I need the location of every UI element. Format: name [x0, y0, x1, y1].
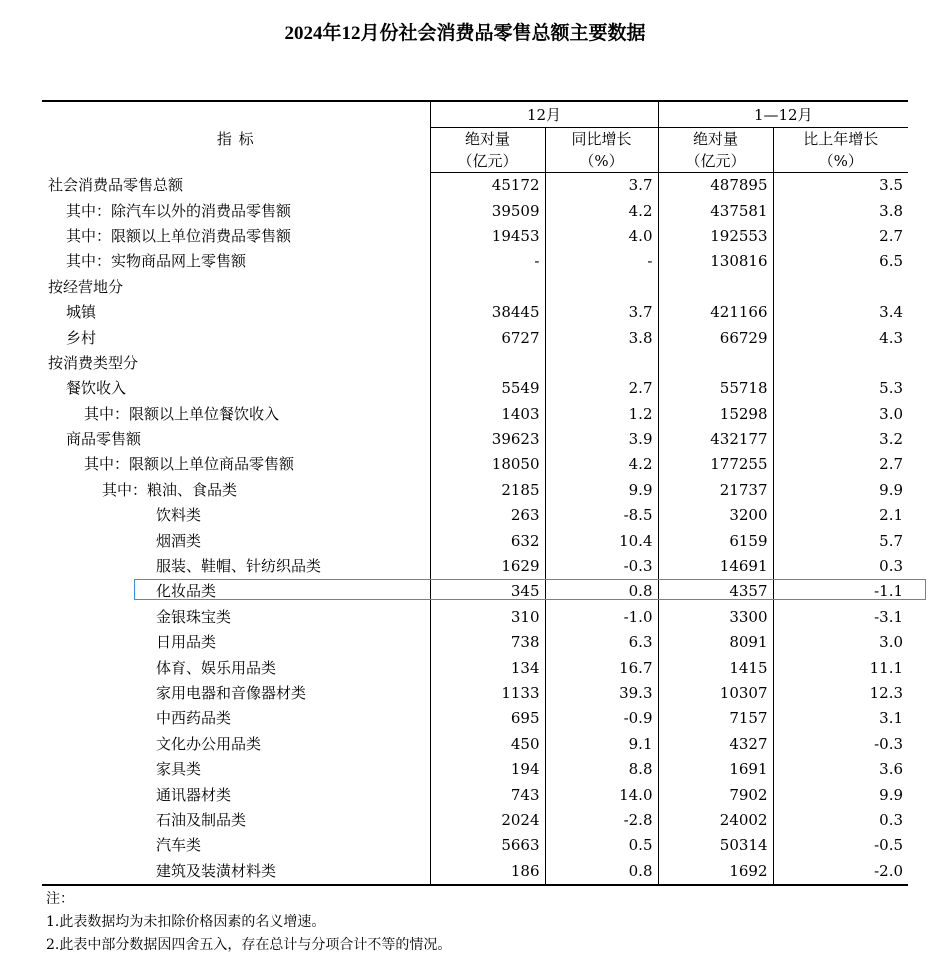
month-yoy-cell: 39.3: [545, 681, 658, 706]
year-abs-cell: 421166: [658, 300, 773, 325]
year-yoy-cell: 3.5: [879, 176, 904, 195]
table-body: [42, 173, 908, 885]
month-abs-cell: -: [430, 249, 545, 274]
year-yoy-cell: 0.3: [879, 557, 904, 576]
year-abs-cell: 6159: [658, 528, 773, 553]
row-label: 中西药品类: [42, 706, 430, 731]
table-row[interactable]: [42, 351, 908, 376]
year-yoy-cell: -0.5: [874, 836, 904, 855]
year-abs-cell: 437581: [658, 198, 773, 223]
year-abs-cell: 177255: [658, 452, 773, 477]
month-abs-cell: 5663: [430, 833, 545, 858]
year-abs-cell: 21737: [658, 478, 773, 503]
year-yoy-cell: 2.7: [879, 455, 904, 474]
row-label: 石油及制品类: [42, 808, 430, 833]
month-abs-cell: 18050: [430, 452, 545, 477]
year-abs-cell: 1692: [658, 859, 773, 885]
row-label: 城镇: [42, 300, 430, 325]
month-abs-cell: 1133: [430, 681, 545, 706]
table-row[interactable]: [42, 198, 908, 223]
year-yoy-cell: 0.3: [879, 810, 904, 829]
year-abs-cell: 7902: [658, 782, 773, 807]
table-row[interactable]: [42, 173, 908, 199]
table-row[interactable]: [42, 554, 908, 579]
month-yoy-cell: [545, 351, 658, 376]
year-abs-cell: 1415: [658, 655, 773, 680]
row-label: 日用品类: [42, 630, 430, 655]
year-abs-cell: 192553: [658, 224, 773, 249]
year-yoy-cell: 5.3: [879, 379, 904, 398]
retail-sales-table: [42, 100, 908, 886]
row-label: 社会消费品零售总额: [42, 173, 430, 199]
month-abs-cell: 134: [430, 655, 545, 680]
year-abs-cell: 487895: [658, 173, 773, 199]
table-row[interactable]: [42, 224, 908, 249]
table-row[interactable]: [42, 503, 908, 528]
row-label: 化妆品类: [42, 579, 430, 604]
row-label: 家用电器和音像器材类: [42, 681, 430, 706]
table-row[interactable]: [42, 808, 908, 833]
year-abs-cell: 50314: [658, 833, 773, 858]
row-label: 通讯器材类: [42, 782, 430, 807]
month-yoy-cell: 0.8: [545, 579, 658, 604]
year-abs-cell: 4357: [658, 579, 773, 604]
table-row[interactable]: [42, 376, 908, 401]
month-yoy-cell: [545, 275, 658, 300]
month-yoy-cell: 1.2: [545, 402, 658, 427]
year-yoy-cell: 5.7: [879, 531, 904, 550]
month-yoy-header: 同比增长 （%）: [545, 128, 658, 173]
table-row[interactable]: [42, 859, 908, 885]
table-row[interactable]: [42, 681, 908, 706]
month-yoy-cell: -8.5: [545, 503, 658, 528]
year-yoy-cell: 3.6: [879, 760, 904, 779]
row-label: 建筑及装潢材料类: [42, 859, 430, 885]
year-yoy-cell: 11.1: [869, 658, 904, 677]
year-yoy-cell: -1.1: [874, 582, 904, 601]
month-yoy-cell: 4.2: [545, 198, 658, 223]
year-yoy-cell: 2.7: [879, 226, 904, 245]
month-yoy-cell: 6.3: [545, 630, 658, 655]
table-row[interactable]: [42, 706, 908, 731]
month-yoy-cell: -0.9: [545, 706, 658, 731]
month-abs-cell: 738: [430, 630, 545, 655]
month-yoy-cell: 0.8: [545, 859, 658, 885]
month-yoy-cell: 4.2: [545, 452, 658, 477]
table-row[interactable]: [42, 478, 908, 503]
row-label: 乡村: [42, 325, 430, 350]
notes: [46, 888, 451, 957]
year-group-header: 1—12月: [658, 101, 908, 128]
month-abs-cell: 632: [430, 528, 545, 553]
year-abs-cell: 3300: [658, 605, 773, 630]
month-abs-cell: 45172: [430, 173, 545, 199]
year-yoy-cell: 3.8: [879, 201, 904, 220]
month-abs-cell: 2185: [430, 478, 545, 503]
row-label: 文化办公用品类: [42, 732, 430, 757]
month-abs-cell: 1403: [430, 402, 545, 427]
row-label: 其中：粮油、食品类: [42, 478, 430, 503]
year-abs-cell: 10307: [658, 681, 773, 706]
table-row[interactable]: [42, 249, 908, 274]
row-label: 其中：限额以上单位餐饮收入: [42, 402, 430, 427]
year-yoy-cell: 3.4: [879, 303, 904, 322]
table-row[interactable]: [42, 452, 908, 477]
table-row[interactable]: [42, 427, 908, 452]
table-row[interactable]: [42, 605, 908, 630]
month-yoy-cell: 4.0: [545, 224, 658, 249]
month-yoy-cell: 10.4: [545, 528, 658, 553]
month-yoy-cell: -: [545, 249, 658, 274]
table-row[interactable]: [42, 655, 908, 680]
year-abs-cell: 3200: [658, 503, 773, 528]
year-abs-cell: 66729: [658, 325, 773, 350]
month-yoy-cell: 3.8: [545, 325, 658, 350]
year-abs-header: 绝对量 （亿元）: [658, 128, 773, 173]
month-yoy-cell: 9.9: [545, 478, 658, 503]
month-abs-cell: 345: [430, 579, 545, 604]
year-yoy-cell: 3.0: [879, 404, 904, 423]
year-abs-cell: [658, 351, 773, 376]
month-abs-cell: 695: [430, 706, 545, 731]
month-abs-cell: 263: [430, 503, 545, 528]
month-yoy-cell: 0.5: [545, 833, 658, 858]
year-yoy-cell: [773, 275, 908, 300]
year-abs-cell: 432177: [658, 427, 773, 452]
year-abs-cell: 15298: [658, 402, 773, 427]
table-row[interactable]: [42, 275, 908, 300]
year-abs-cell: 8091: [658, 630, 773, 655]
table-row[interactable]: [42, 782, 908, 807]
row-label: 按经营地分: [42, 275, 430, 300]
month-abs-header: 绝对量 （亿元）: [430, 128, 545, 173]
month-abs-cell: 2024: [430, 808, 545, 833]
year-abs-cell: 24002: [658, 808, 773, 833]
month-yoy-cell: 14.0: [545, 782, 658, 807]
month-yoy-cell: -1.0: [545, 605, 658, 630]
month-abs-cell: 6727: [430, 325, 545, 350]
table-row[interactable]: [42, 528, 908, 553]
month-abs-cell: 450: [430, 732, 545, 757]
month-yoy-cell: 2.7: [545, 376, 658, 401]
month-abs-cell: 186: [430, 859, 545, 885]
table-row[interactable]: [42, 402, 908, 427]
table-row[interactable]: [42, 325, 908, 350]
table-row[interactable]: [42, 300, 908, 325]
month-abs-cell: 39623: [430, 427, 545, 452]
row-label: 餐饮收入: [42, 376, 430, 401]
row-label: 其中：实物商品网上零售额: [42, 249, 430, 274]
month-group-header: 12月: [430, 101, 658, 128]
month-abs-cell: 310: [430, 605, 545, 630]
month-abs-cell: 39509: [430, 198, 545, 223]
table-row[interactable]: [42, 630, 908, 655]
year-yoy-cell: 2.1: [879, 506, 904, 525]
month-yoy-cell: 16.7: [545, 655, 658, 680]
note-item-1: 1.此表数据均为未扣除价格因素的名义增速。: [46, 914, 326, 930]
month-yoy-cell: -2.8: [545, 808, 658, 833]
year-yoy-cell: [773, 351, 908, 376]
year-yoy-cell: -3.1: [874, 607, 904, 626]
year-abs-cell: [658, 275, 773, 300]
row-label: 体育、娱乐用品类: [42, 655, 430, 680]
month-yoy-cell: 9.1: [545, 732, 658, 757]
month-abs-cell: 5549: [430, 376, 545, 401]
row-label: 烟酒类: [42, 528, 430, 553]
month-yoy-cell: 3.9: [545, 427, 658, 452]
row-label: 其中：限额以上单位商品零售额: [42, 452, 430, 477]
month-abs-cell: [430, 275, 545, 300]
table-row[interactable]: [42, 833, 908, 858]
row-label: 其中：除汽车以外的消费品零售额: [42, 198, 430, 223]
year-yoy-cell: 4.3: [879, 328, 904, 347]
row-label: 商品零售额: [42, 427, 430, 452]
year-abs-cell: 130816: [658, 249, 773, 274]
table-row[interactable]: [42, 579, 908, 604]
notes-heading: 注：: [46, 891, 74, 907]
month-abs-cell: 38445: [430, 300, 545, 325]
table-row[interactable]: [42, 732, 908, 757]
month-abs-cell: 19453: [430, 224, 545, 249]
month-yoy-cell: 8.8: [545, 757, 658, 782]
year-yoy-cell: 3.1: [879, 709, 904, 728]
table-row[interactable]: [42, 757, 908, 782]
row-label: 饮料类: [42, 503, 430, 528]
year-yoy-cell: -2.0: [773, 859, 908, 885]
month-abs-cell: 743: [430, 782, 545, 807]
row-label: 金银珠宝类: [42, 605, 430, 630]
year-yoy-cell: 9.9: [879, 480, 904, 499]
note-item-2: 2.此表中部分数据因四舍五入，存在总计与分项合计不等的情况。: [46, 937, 452, 953]
year-yoy-cell: 12.3: [869, 684, 904, 702]
year-abs-cell: 1691: [658, 757, 773, 782]
year-abs-cell: 7157: [658, 706, 773, 731]
row-label: 汽车类: [42, 833, 430, 858]
row-label: 按消费类型分: [42, 351, 430, 376]
year-abs-cell: 55718: [658, 376, 773, 401]
month-yoy-cell: 3.7: [545, 173, 658, 199]
year-yoy-cell: -0.3: [874, 734, 904, 753]
page-title: 2024年12月份社会消费品零售总额主要数据: [284, 23, 646, 44]
month-abs-cell: 194: [430, 757, 545, 782]
year-yoy-header: 比上年增长 （%）: [773, 128, 908, 173]
indicator-header: 指 标: [42, 101, 430, 173]
year-yoy-cell: 3.0: [879, 633, 904, 652]
row-label: 家具类: [42, 757, 430, 782]
month-abs-cell: [430, 351, 545, 376]
year-yoy-cell: 6.5: [879, 252, 904, 271]
year-yoy-cell: 9.9: [879, 785, 904, 804]
month-yoy-cell: 3.7: [545, 300, 658, 325]
month-yoy-cell: -0.3: [545, 554, 658, 579]
year-abs-cell: 4327: [658, 732, 773, 757]
year-abs-cell: 14691: [658, 554, 773, 579]
row-label: 其中：限额以上单位消费品零售额: [42, 224, 430, 249]
row-label: 服装、鞋帽、针纺织品类: [42, 554, 430, 579]
month-abs-cell: 1629: [430, 554, 545, 579]
year-yoy-cell: 3.2: [879, 430, 904, 449]
